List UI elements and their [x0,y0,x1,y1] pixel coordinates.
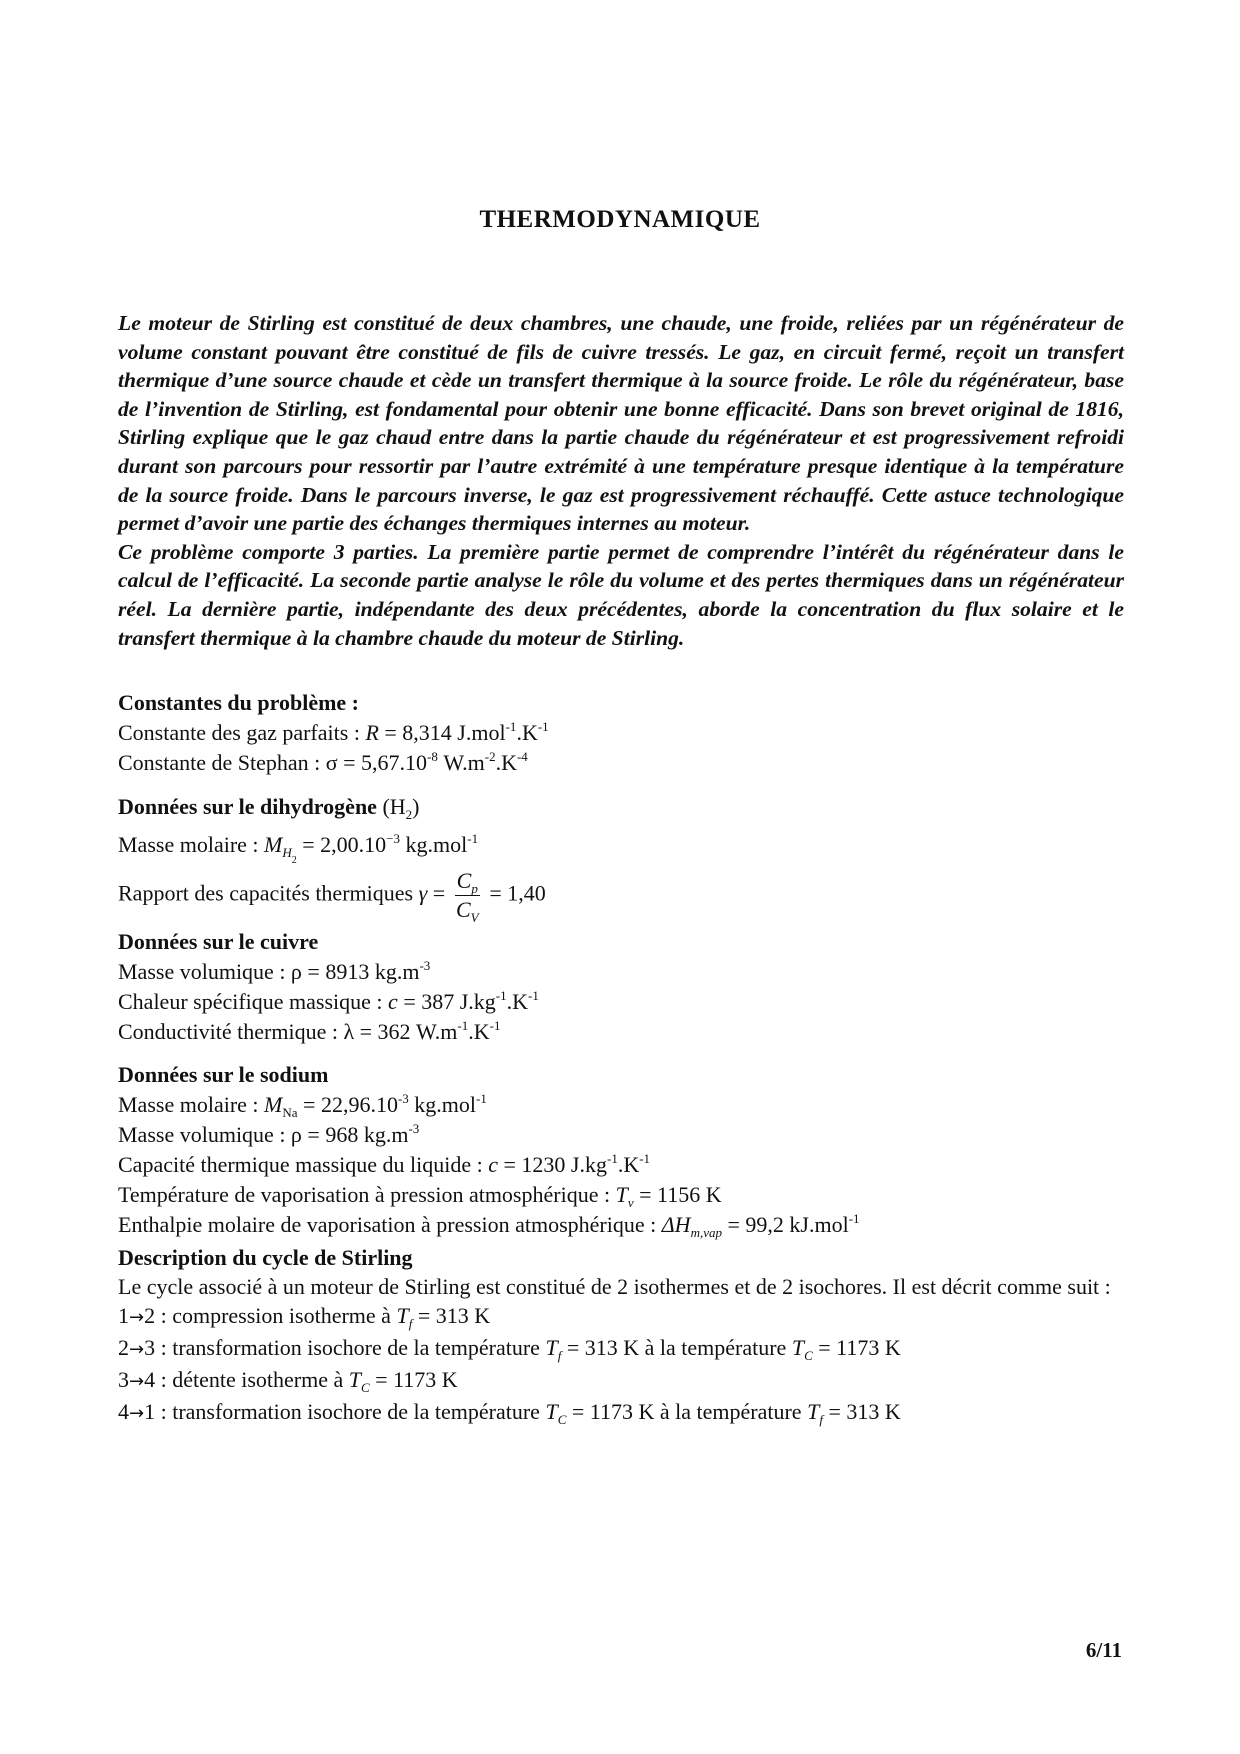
sodium-molar-mass-line: Masse molaire : $M_{Na} = 22,96.10^{-3}$ kg.mol$^{-1}$ [118,1091,487,1120]
cycle-description: Le cycle associé à un moteur de Stirling est constitué de 2 isothermes et de 2 isochores. Il est décrit comme suit : [118,1274,1111,1299]
hydrogen-heading-line: Données sur le dihydrogène $(H_2)$ [118,794,420,822]
sodium-density-line: Masse volumique : ρ = 968 $kg.m^{-3}$ [118,1121,420,1147]
cycle-heading: Description du cycle de Stirling [118,1245,413,1270]
copper-conductivity-line: Conductivité thermique : λ = 362 $W.m^{-1}.K^{-1}$ [118,1018,501,1044]
cycle-section [118,1243,1124,1429]
hydrogen-molar-mass-line: Masse molaire : $M_{H_2} = 2,00.10^{-3}$ kg.mol$^{-1}$ [118,831,479,866]
sodium-vaporization-temp-line: Température de vaporisation à pression atmosphérique : $T_v = 1156$ K [118,1182,722,1210]
constants-section [118,688,1128,778]
constants-heading: Constantes du problème : [118,690,360,715]
copper-heat-capacity-line: Chaleur spécifique massique : c = 387 $J.kg^{-1}.K^{-1}$ [118,988,539,1014]
cycle-step: 1→2 : compression isotherme à $T_f = 313$ K [118,1303,491,1331]
sodium-enthalpy-line: Enthalpie molaire de vaporisation à pression atmosphérique : $\Delta H_{m,vap} = 99,2$ kJ.mol$^{-1}$ [118,1211,860,1240]
sodium-section [118,1060,1128,1240]
cycle-step: 2→3 : transformation isochore de la température $T_f = 313$ K à la température $T_C = 1173$ K [118,1335,901,1363]
copper-density-line: Masse volumique : ρ = 8913 $kg.m^{-3}$ [118,958,431,984]
hydrogen-section [118,792,1128,924]
sodium-heading: Données sur le sodium [118,1062,329,1087]
hydrogen-gamma-line: Rapport des capacités thermiques γ = $\frac{C_p}{C_V}$ = 1,40 [118,868,546,925]
hydrogen-heading: Données sur le dihydrogène [118,794,377,819]
copper-heading: Données sur le cuivre [118,929,319,954]
page-number: 6/11 [1085,1638,1122,1662]
cycle-step: 4→1 : transformation isochore de la température $T_C = 1173$ K à la température $T_f = 313$ K [118,1399,901,1427]
gamma-fraction: $\frac{C_p}{C_V}$ [455,868,479,925]
copper-section [118,927,1128,1047]
intro-text [118,309,1124,652]
cycle-step: 3→4 : détente isotherme à $T_C = 1173$ K [118,1367,458,1395]
page-title: THERMODYNAMIQUE [479,206,761,233]
gas-constant-line: Constante des gaz parfaits : R = 8,314 $J.mol^{-1}.K^{-1}$ [118,719,549,745]
intro-paragraph-1: Le moteur de Stirling est constitué de deux chambres, une chaude, une froide, reliées par un régénérateur de volume constant pouvant être constitué de fils de cuivre tressés. Le gaz, en circuit fermé, reçoit un transfert thermique d’une source chaude et cède un transfert thermique à la source froide. Le rôle du régénérateur, base de l’invention de Stirling, est fondamental pour obtenir une bonne efficacité. Dans son brevet original de 1816, Stirling explique que le gaz chaud entre dans la partie chaude du régénérateur et est progressivement refroidi durant son parcours pour ressortir par l’autre extrémité à une température presque identique à la température de la source froide. Dans le parcours inverse, le gaz est progressivement réchauffé. Cette astuce technologique permet d’avoir une partie des échanges thermiques internes au moteur. [118,311,1124,536]
sodium-heat-capacity-line: Capacité thermique massique du liquide : c = 1230 $J.kg^{-1}.K^{-1}$ [118,1151,651,1177]
stephan-constant-line: Constante de Stephan : $\sigma = 5,67.10^{-8}$ $W.m^{-2}.K^{-4}$ [118,749,528,775]
intro-paragraph-2: Ce problème comporte 3 parties. La première partie permet de comprendre l’intérêt du régénérateur dans le calcul de l’efficacité. La seconde partie analyse le rôle du volume et des pertes thermiques dans un régénérateur réel. La dernière partie, indépendante des deux précédentes, aborde la concentration du flux solaire et le transfert thermique à la chambre chaude du moteur de Stirling. [118,539,1124,650]
